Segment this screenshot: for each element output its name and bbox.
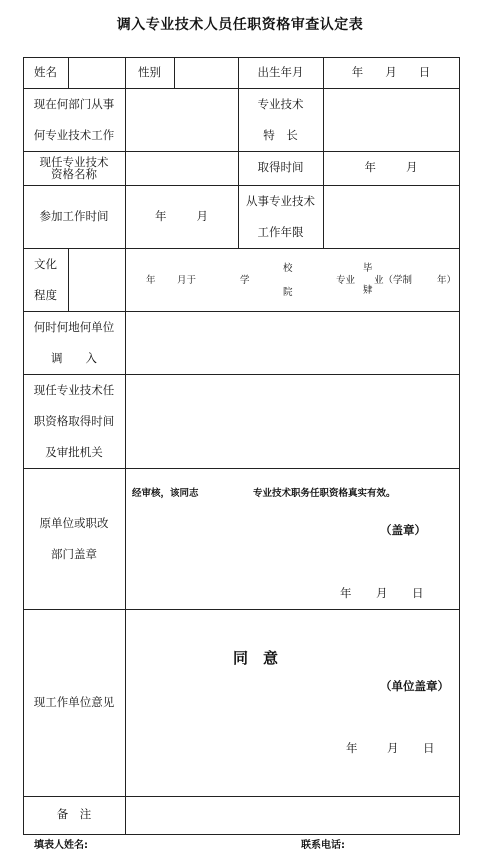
xue-text: 学 bbox=[240, 275, 250, 286]
month-unit: 月 bbox=[376, 586, 388, 600]
work-years-field[interactable] bbox=[323, 185, 459, 248]
obtain-time-label: 取得时间 bbox=[257, 160, 304, 175]
label-line: 文化 bbox=[34, 256, 57, 271]
year-unit: 年 bbox=[346, 741, 358, 755]
label-line: 专业技术 bbox=[257, 96, 304, 111]
original-unit-seal-label bbox=[23, 468, 125, 609]
obtain-time-field[interactable] bbox=[323, 151, 459, 185]
label-line: 何专业技术工作 bbox=[33, 127, 115, 142]
qualification-approval-field[interactable] bbox=[125, 374, 459, 468]
filler-name-label: 填表人姓名: bbox=[34, 840, 88, 851]
grid-line bbox=[23, 834, 460, 835]
current-title-label bbox=[23, 151, 125, 185]
label-line: 职资格取得时间 bbox=[33, 413, 115, 428]
xiao-text: 校 bbox=[283, 263, 293, 274]
major-text: 专业 bbox=[336, 275, 356, 286]
gender-field[interactable] bbox=[174, 57, 238, 88]
education-label bbox=[23, 248, 68, 311]
label-line: 资格名称 bbox=[51, 167, 97, 181]
education-field[interactable] bbox=[68, 248, 125, 311]
label-line: 从事专业技术 bbox=[246, 193, 315, 208]
yuan-text: 院 bbox=[283, 287, 293, 298]
year-unit: 年 bbox=[351, 64, 364, 79]
contact-phone-label: 联系电话: bbox=[301, 840, 345, 851]
ye-text: 肄 bbox=[363, 285, 373, 296]
years-tail-text: 年） bbox=[437, 275, 457, 286]
form-title: 调入专业技术人员任职资格审查认定表 bbox=[116, 17, 364, 33]
label-line: 现任专业技术任 bbox=[33, 382, 115, 397]
grid-line bbox=[459, 57, 460, 835]
review-statement-b: 专业技术职务任职资格真实有效。 bbox=[253, 488, 396, 499]
name-field[interactable] bbox=[68, 57, 125, 88]
work-start-field[interactable] bbox=[125, 185, 238, 248]
day-unit: 日 bbox=[412, 586, 424, 600]
agree-text: 同 意 bbox=[233, 649, 279, 667]
current-unit-opinion-label: 现工作单位意见 bbox=[33, 694, 115, 709]
year-unit: 年 bbox=[364, 160, 376, 175]
year-unit: 年 bbox=[146, 275, 156, 286]
remarks-field[interactable] bbox=[125, 796, 459, 834]
remarks-label: 备 注 bbox=[56, 807, 92, 822]
label-line: 何时何地何单位 bbox=[33, 319, 115, 334]
original-unit-seal-field[interactable] bbox=[125, 468, 459, 609]
year-unit: 年 bbox=[155, 208, 167, 223]
label-line: 调 入 bbox=[51, 350, 97, 365]
label-line: 工作年限 bbox=[257, 224, 304, 239]
month-from-text: 月于 bbox=[177, 275, 197, 286]
seal-text: （盖章） bbox=[380, 523, 426, 537]
label-line: 程度 bbox=[34, 287, 57, 302]
specialty-field[interactable] bbox=[323, 88, 459, 151]
review-statement-a: 经审核，该同志 bbox=[132, 488, 199, 499]
month-unit: 月 bbox=[385, 64, 397, 79]
major-tail-text: 业（学制 bbox=[374, 275, 413, 286]
month-unit: 月 bbox=[406, 160, 418, 175]
qualification-approval-label bbox=[23, 374, 125, 468]
current-title-field[interactable] bbox=[125, 151, 238, 185]
label-line: 部门盖章 bbox=[51, 546, 97, 561]
transfer-source-field[interactable] bbox=[125, 311, 459, 374]
label-line: 现任专业技术 bbox=[39, 154, 109, 169]
work-years-label bbox=[238, 185, 323, 248]
day-unit: 日 bbox=[423, 741, 435, 755]
current-dept-label bbox=[23, 88, 125, 151]
label-line: 特 长 bbox=[263, 127, 298, 142]
specialty-label bbox=[238, 88, 323, 151]
current-unit-opinion-field[interactable] bbox=[125, 609, 459, 796]
bi-text: 毕 bbox=[363, 263, 373, 274]
year-unit: 年 bbox=[340, 586, 352, 600]
birth-label: 出生年月 bbox=[257, 64, 304, 79]
month-unit: 月 bbox=[387, 741, 399, 755]
unit-seal-text: （单位盖章） bbox=[380, 679, 449, 693]
month-unit: 月 bbox=[196, 208, 208, 223]
work-start-label: 参加工作时间 bbox=[39, 208, 109, 223]
current-dept-field[interactable] bbox=[125, 88, 238, 151]
gender-label: 性别 bbox=[138, 64, 161, 79]
day-unit: 日 bbox=[418, 64, 431, 79]
graduation-info-field[interactable] bbox=[125, 248, 459, 311]
label-line: 现在何部门从事 bbox=[33, 96, 115, 111]
transfer-source-label bbox=[23, 311, 125, 374]
label-line: 原单位或职改 bbox=[39, 515, 109, 530]
name-label: 姓名 bbox=[34, 64, 57, 79]
birth-date-field[interactable] bbox=[323, 57, 459, 88]
label-line: 及审批机关 bbox=[45, 444, 103, 459]
